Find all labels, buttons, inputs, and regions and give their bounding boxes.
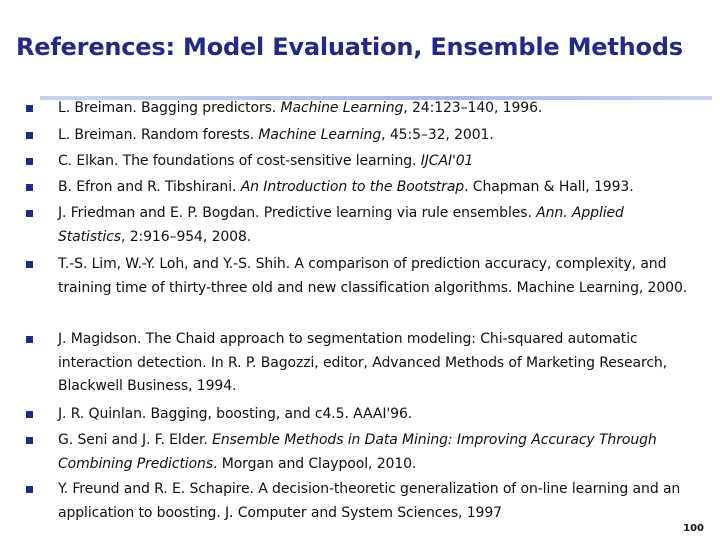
reference-details: , 2:916–954, 2008. bbox=[121, 228, 252, 245]
reference-text: L. Breiman. Random forests. bbox=[58, 127, 259, 143]
reference-venue: IJCAI'01 bbox=[420, 153, 474, 169]
reference-item bbox=[58, 403, 688, 427]
square-bullet-icon bbox=[26, 210, 33, 217]
reference-details: . Morgan and Claypool, 2010. bbox=[213, 455, 417, 472]
reference-item bbox=[58, 429, 688, 476]
reference-details: , 24:123–140, 1996. bbox=[403, 100, 543, 116]
reference-item bbox=[58, 253, 688, 300]
square-bullet-icon bbox=[26, 184, 33, 191]
square-bullet-icon bbox=[26, 261, 33, 268]
reference-venue: Machine Learning bbox=[280, 100, 404, 116]
reference-item bbox=[58, 478, 688, 525]
square-bullet-icon bbox=[26, 132, 33, 139]
square-bullet-icon bbox=[26, 105, 33, 112]
square-bullet-icon bbox=[26, 437, 33, 444]
reference-details: . Chapman & Hall, 1993. bbox=[464, 179, 634, 195]
square-bullet-icon bbox=[26, 411, 33, 418]
square-bullet-icon bbox=[26, 158, 33, 165]
reference-text: J. R. Quinlan. Bagging, boosting, and c4.5. AAAI'96. bbox=[58, 406, 413, 422]
reference-text: J. Magidson. The Chaid approach to segmentation modeling: Chi-squared automatic interaction detection. In R. P. Bagozzi, editor, Advanced Methods of Marketing Research, Blackwell Business, 1994. bbox=[58, 331, 668, 394]
page-number: 100 bbox=[683, 523, 704, 534]
reference-text: C. Elkan. The foundations of cost-sensitive learning. bbox=[58, 153, 421, 169]
reference-details: , 45:5–32, 2001. bbox=[381, 127, 494, 143]
reference-item bbox=[58, 176, 688, 200]
reference-item bbox=[58, 202, 688, 249]
reference-text: G. Seni and J. F. Elder. bbox=[58, 432, 213, 448]
reference-venue: Ann. Applied Statistics bbox=[58, 205, 624, 245]
reference-text: B. Efron and R. Tibshirani. bbox=[58, 179, 241, 195]
reference-text: J. Friedman and E. P. Bogdan. Predictive learning via rule ensembles. bbox=[58, 205, 537, 221]
reference-text: L. Breiman. Bagging predictors. bbox=[58, 100, 281, 116]
square-bullet-icon bbox=[26, 336, 33, 343]
reference-item bbox=[58, 97, 688, 121]
reference-venue: Machine Learning bbox=[258, 127, 382, 143]
reference-item bbox=[58, 328, 688, 399]
square-bullet-icon bbox=[26, 486, 33, 493]
reference-venue: An Introduction to the Bootstrap bbox=[240, 179, 465, 195]
slide-title: References: Model Evaluation, Ensemble Methods bbox=[16, 33, 683, 61]
reference-item bbox=[58, 124, 688, 148]
reference-venue: Ensemble Methods in Data Mining: Improving Accuracy Through Combining Predictions bbox=[58, 432, 657, 472]
reference-text: Y. Freund and R. E. Schapire. A decision-theoretic generalization of on-line learning and an application to boosting. J. Computer and System Sciences, 1997 bbox=[58, 481, 681, 521]
reference-item bbox=[58, 150, 688, 174]
reference-text: T.-S. Lim, W.-Y. Loh, and Y.-S. Shih. A comparison of prediction accuracy, complexity, and training time of thirty-three old and new classification algorithms. Machine Learning, 2000. bbox=[58, 256, 688, 296]
